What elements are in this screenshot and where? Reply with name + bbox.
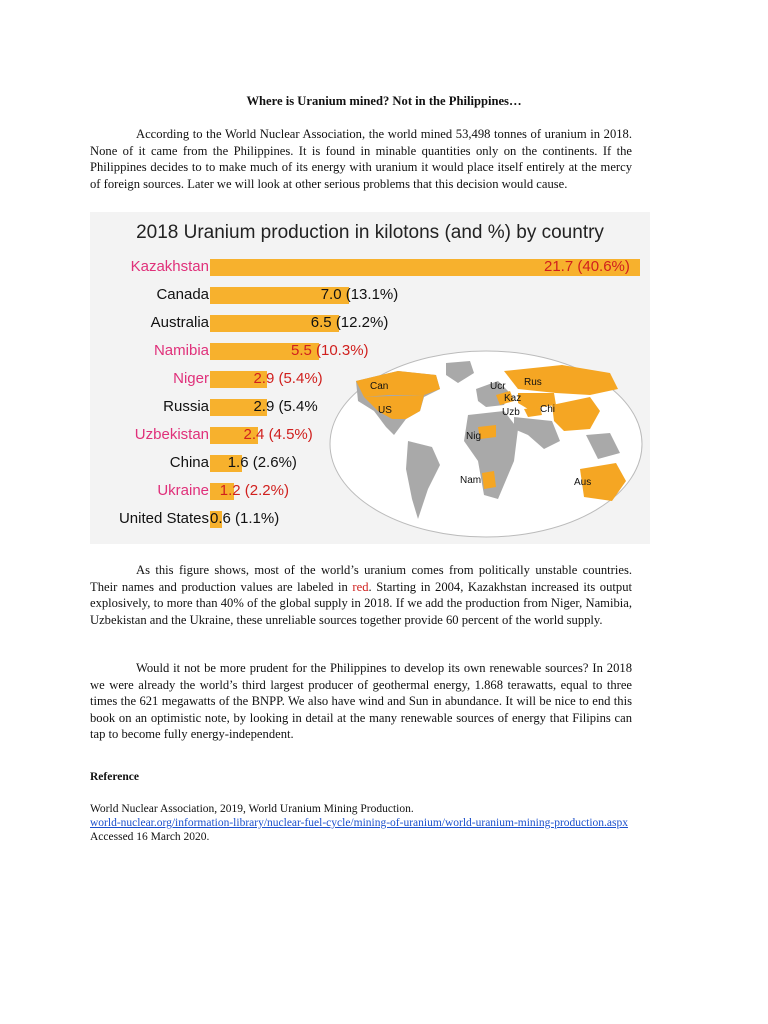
map-label-uzb: Uzb — [502, 407, 520, 418]
bar-value-ukraine: 1.2 (2.2%) — [219, 482, 289, 499]
bar-value-kazakhstan: 21.7 (40.6%) — [544, 258, 630, 275]
world-map — [328, 349, 644, 539]
map-canada — [356, 371, 440, 397]
conclusion-text: Would it not be more prudent for the Philippines to develop its own renewable sources? In 2018 we were already the world’s third largest producer of geothermal energy, 1.868 terawatts, equal to three times the 621 megawatts of the BNPP. We also have wind and Sun in abundance. It will be nice to end this book on an optimistic note, by looking in detail at the many renewable sources of energy that Filipins can tap to become fully energy-independent. — [90, 661, 632, 742]
reference-accessed: Accessed 16 March 2020. — [90, 831, 210, 843]
bar-label-russia: Russia — [163, 398, 209, 415]
reference-citation: World Nuclear Association, 2019, World Uranium Mining Production. — [90, 803, 414, 815]
analysis-text-a: As this figure shows, most of the world’s uranium comes from politically unstable countries. Their names and production values are labeled in — [90, 563, 632, 594]
map-label-nig: Nig — [466, 431, 482, 442]
conclusion-paragraph — [90, 660, 632, 743]
map-label-kaz: Kaz — [504, 393, 522, 404]
map-label-rus: Rus — [524, 377, 542, 388]
bar-label-niger: Niger — [173, 370, 209, 387]
bar-value-niger: 2.9 (5.4%) — [253, 370, 323, 387]
map-label-us: US — [378, 405, 392, 416]
analysis-text-b: . Starting in 2004, Kazakhstan increased its output explosively, to more than 40% of the global supply in 2018. If we add the production from Niger, Namibia, Uzbekistan and the Ukraine, these unreliable sources together provide 60 percent of the world supply. — [90, 579, 632, 627]
map-label-chi: Chi — [540, 404, 556, 415]
map-label-ucr: Ucr — [490, 381, 506, 392]
map-namibia — [482, 471, 496, 489]
bar-label-namibia: Namibia — [153, 342, 209, 359]
intro-paragraph — [90, 126, 632, 192]
bar-value-china: 1.6 (2.6%) — [227, 454, 297, 471]
bar-value-australia: 6.5 (12.2%) — [310, 314, 389, 331]
map-label-nam: Nam — [460, 475, 482, 486]
bar-value-russia: 2.9 (5.4% — [253, 398, 318, 415]
chart-title: 2018 Uranium production in kilotons (and %) by country — [136, 222, 604, 243]
bar-value-united-states: 0.6 (1.1%) — [210, 510, 280, 527]
bar-label-ukraine: Ukraine — [157, 482, 209, 499]
bar-label-kazakhstan: Kazakhstan — [130, 258, 209, 275]
bar-label-australia: Australia — [150, 314, 209, 331]
bar-label-china: China — [169, 454, 209, 471]
bar-value-uzbekistan: 2.4 (4.5%) — [243, 426, 313, 443]
intro-text: According to the World Nuclear Association, the world mined 53,498 tonnes of uranium in 2018. None of it came from the Philippines. It is found in minable quantities only on the continents. If the Philippines decides to to make much of its energy with uranium it would place itself entirely at the mercy of foreign sources. Later we will look at other serious problems that this decision would cause. — [90, 127, 632, 191]
reference-link[interactable]: world-nuclear.org/information-library/nuclear-fuel-cycle/mining-of-uranium/world-uranium-mining-production.aspx — [90, 817, 628, 829]
page-title: Where is Uranium mined? Not in the Philippines… — [246, 94, 522, 108]
map-label-can: Can — [370, 381, 389, 392]
bar-label-united-states: United States — [118, 510, 209, 527]
reference-heading: Reference — [90, 771, 139, 783]
red-word: red — [352, 579, 369, 594]
map-label-aus: Aus — [574, 477, 592, 488]
bar-label-uzbekistan: Uzbekistan — [134, 426, 209, 443]
bar-value-canada: 7.0 (13.1%) — [320, 286, 399, 303]
uranium-chart — [90, 212, 650, 544]
analysis-paragraph — [90, 562, 632, 628]
bar-label-canada: Canada — [156, 286, 209, 303]
bar-value-namibia: 5.5 (10.3%) — [290, 342, 369, 359]
